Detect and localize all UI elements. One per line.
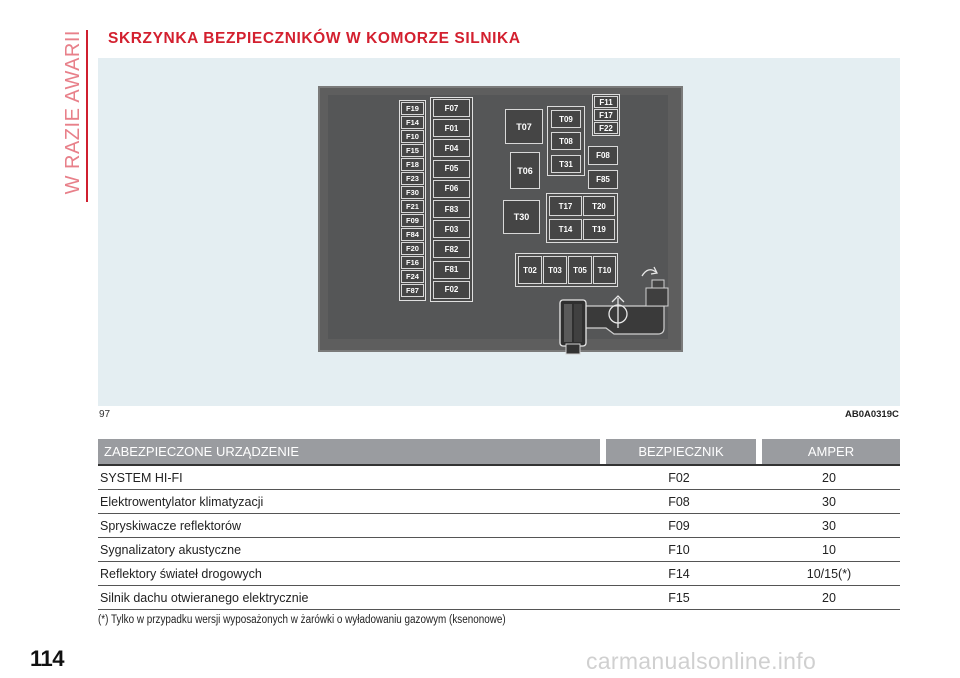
fuse-f16: F16 [401,256,424,269]
fuse-f03: F03 [433,220,470,238]
cell-device: Sygnalizatory akustyczne [98,538,600,562]
cell-ampere: 10 [762,538,900,562]
relay-t09: T09 [551,110,581,128]
figure-code: AB0A0319C [845,409,899,420]
section-heading: SKRZYNKA BEZPIECZNIKÓW W KOMORZE SILNIKA [108,30,521,47]
header-fuse: BEZPIECZNIK [606,439,756,465]
cell-device: Reflektory świateł drogowych [98,562,600,586]
relay-t17: T17 [549,196,582,216]
fuse-f06: F06 [433,180,470,198]
relay-t31: T31 [551,155,581,173]
fuse-f09: F09 [401,214,424,227]
cover-lock-lever-icon [556,258,686,358]
header-device: ZABEZPIECZONE URZĄDZENIE [98,439,600,465]
fuse-f21: F21 [401,200,424,213]
fuse-f18: F18 [401,158,424,171]
relay-t19: T19 [583,219,615,240]
fuse-f10: F10 [401,130,424,143]
cell-fuse: F10 [606,538,756,562]
fuse-f20: F20 [401,242,424,255]
cell-fuse: F02 [606,465,756,490]
table-row [98,465,900,490]
fuse-f22: F22 [594,122,618,134]
cell-fuse: F15 [606,586,756,610]
table-row [98,538,900,562]
fuse-table-header [98,439,900,465]
cell-device: Elektrowentylator klimatyzacji [98,490,600,514]
footnote: (*) Tylko w przypadku wersji wyposażonych w żarówki o wyładowaniu gazowym (ksenonowe) [98,614,506,626]
table-row [98,586,900,610]
fuse-f23: F23 [401,172,424,185]
fuse-f87: F87 [401,284,424,297]
cell-device: SYSTEM HI-FI [98,465,600,490]
fuse-f01: F01 [433,119,470,137]
cell-ampere: 30 [762,490,900,514]
fuse-f07: F07 [433,99,470,117]
fuse-table-body [98,465,900,610]
cell-ampere: 30 [762,514,900,538]
fuse-f04: F04 [433,139,470,157]
cell-ampere: 20 [762,586,900,610]
relay-t10: T10 [593,256,616,284]
table-row [98,490,900,514]
fuse-f83: F83 [433,200,470,218]
figure-number: 97 [99,409,111,420]
fuse-f08: F08 [588,146,618,165]
cell-device: Silnik dachu otwieranego elektrycznie [98,586,600,610]
cell-fuse: F09 [606,514,756,538]
cell-ampere: 10/15(*) [762,562,900,586]
relay-t03: T03 [543,256,567,284]
fuse-table [98,439,900,610]
header-ampere: AMPER [762,439,900,465]
fuse-f30: F30 [401,186,424,199]
relay-t05: T05 [568,256,592,284]
relay-t30: T30 [503,200,540,234]
relay-t06: T06 [510,152,540,189]
page-number: 114 [30,646,64,671]
fuse-f81: F81 [433,261,470,279]
fuse-f11: F11 [594,96,618,108]
watermark: carmanualsonline.info [586,648,817,674]
fuse-box-illustration [318,86,683,352]
fuse-f84: F84 [401,228,424,241]
fuse-f02: F02 [433,281,470,299]
table-row [98,514,900,538]
fuse-f82: F82 [433,240,470,258]
relay-t07: T07 [505,109,543,144]
fuse-f85: F85 [588,170,618,189]
cell-ampere: 20 [762,465,900,490]
cell-fuse: F14 [606,562,756,586]
section-side-tab-label: W RAZIE AWARII [62,30,84,195]
relay-t14: T14 [549,219,582,240]
relay-t02: T02 [518,256,542,284]
side-tab-divider [86,30,88,202]
relay-t08: T08 [551,132,581,150]
cell-device: Spryskiwacze reflektorów [98,514,600,538]
table-row [98,562,900,586]
relay-t20: T20 [583,196,615,216]
fuse-f05: F05 [433,160,470,178]
section-side-tab [60,30,86,205]
fuse-f19: F19 [401,102,424,115]
fuse-f24: F24 [401,270,424,283]
fuse-f15: F15 [401,144,424,157]
cell-fuse: F08 [606,490,756,514]
fuse-f14: F14 [401,116,424,129]
fuse-f17: F17 [594,109,618,121]
